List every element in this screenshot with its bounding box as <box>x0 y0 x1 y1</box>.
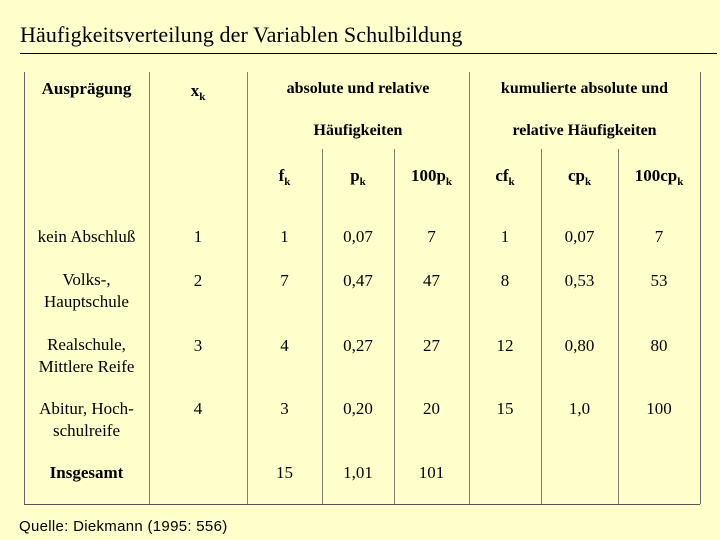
cell-100cpk: 100 <box>646 399 672 418</box>
header-abs-rel-line2: Häufigkeiten <box>313 122 403 139</box>
header-abs-rel-line1: absolute und relative <box>286 80 430 97</box>
table-border-bottom <box>24 504 700 505</box>
cell-100cpk: 53 <box>650 271 668 290</box>
cell-pk: 0,27 <box>343 336 373 355</box>
row-label-line2: schulreife <box>52 421 121 440</box>
cell-cpk: 1,0 <box>568 399 591 418</box>
header-kum-line1: kumulierte absolute und <box>500 80 669 97</box>
cell-xk: 1 <box>193 227 203 246</box>
cell-cpk: 0,53 <box>564 271 595 290</box>
cell-cfk: 15 <box>496 399 514 418</box>
row-label-line2: Hauptschule <box>44 292 129 311</box>
row-label-line2: Mittlere Reife <box>38 357 135 376</box>
total-fk: 15 <box>276 463 293 482</box>
page-title: Häufigkeitsverteilung der Variablen Schulbildung <box>20 22 463 47</box>
column-divider <box>394 149 395 504</box>
cell-cfk: 8 <box>500 271 510 290</box>
header-100pk: $100p_k$ <box>410 166 453 188</box>
header-fk: $f_k$ <box>278 166 291 188</box>
cell-xk: 4 <box>193 399 203 418</box>
cell-cpk: 0,07 <box>564 227 595 246</box>
frequency-table <box>24 72 700 504</box>
source-note: Quelle: Diekmann (1995: 556) <box>19 518 228 535</box>
header-cpk: $cp_k$ <box>567 166 592 188</box>
table-border-right <box>700 72 701 504</box>
cell-fk: 1 <box>280 227 289 246</box>
row-label: Abitur, Hoch- <box>39 399 134 418</box>
total-label: Insgesamt <box>49 463 124 482</box>
cell-fk: 7 <box>280 271 289 290</box>
header-cfk: $cf_k$ <box>495 166 515 188</box>
column-divider <box>618 149 619 504</box>
cell-fk: 3 <box>280 399 289 418</box>
header-kum-line2: relative Häufigkeiten <box>512 122 657 139</box>
row-label: Volks-, <box>62 270 111 289</box>
cell-100pk: 20 <box>423 399 440 418</box>
cell-pk: 0,20 <box>343 399 373 418</box>
total-pk: 1,01 <box>343 463 373 482</box>
cell-cpk: 0,80 <box>564 336 595 355</box>
column-divider <box>541 149 542 504</box>
header-auspraegung: Ausprägung <box>41 79 132 98</box>
row-label: Realschule, <box>47 335 126 354</box>
header-xk: $x_k$ <box>190 81 206 103</box>
cell-100pk: 27 <box>423 336 440 355</box>
cell-fk: 4 <box>280 336 289 355</box>
cell-pk: 0,47 <box>343 271 373 290</box>
title-underline <box>20 53 717 54</box>
cell-100pk: 7 <box>427 227 436 246</box>
cell-xk: 3 <box>193 336 203 355</box>
cell-100cpk: 80 <box>650 336 668 355</box>
cell-100cpk: 7 <box>654 227 664 246</box>
header-pk: $p_k$ <box>350 166 366 188</box>
cell-xk: 2 <box>193 271 203 290</box>
cell-cfk: 12 <box>496 336 514 355</box>
header-100cpk: $100cp_k$ <box>634 166 684 188</box>
column-divider <box>322 149 323 504</box>
row-label: kein Abschluß <box>37 227 136 246</box>
cell-pk: 0,07 <box>343 227 373 246</box>
total-100pk: 101 <box>418 463 445 482</box>
cell-100pk: 47 <box>423 271 440 290</box>
cell-cfk: 1 <box>500 227 510 246</box>
